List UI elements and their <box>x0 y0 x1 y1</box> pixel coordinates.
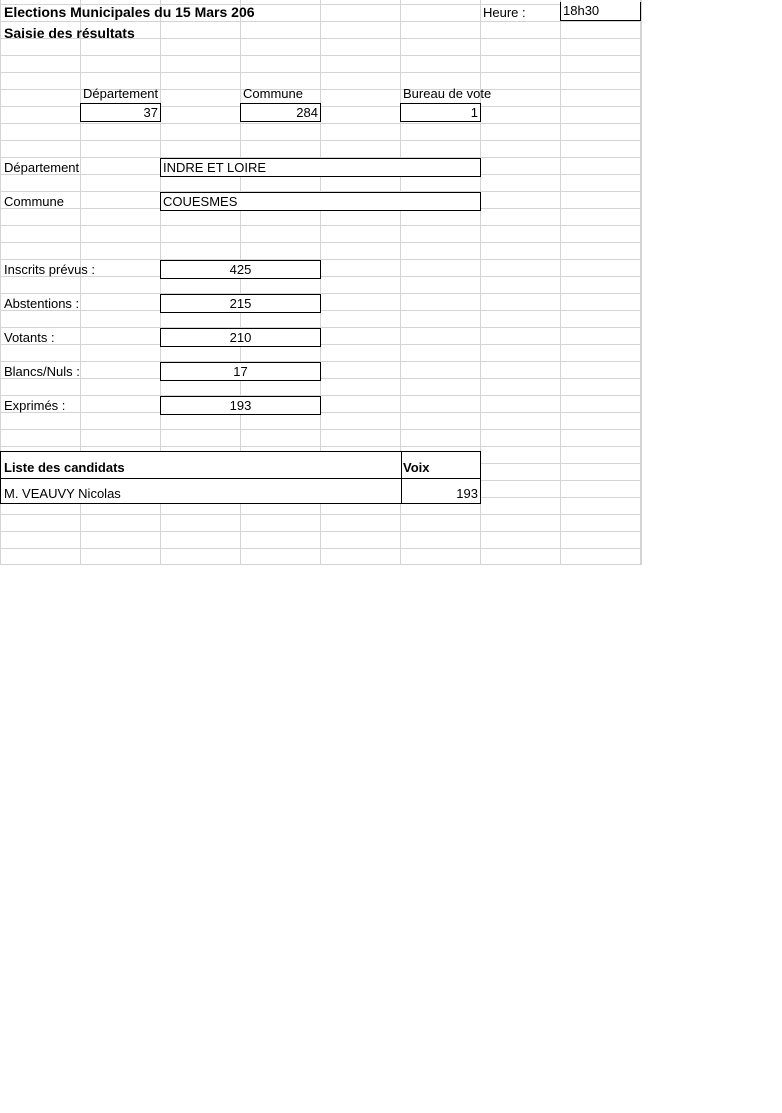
commune-name-field[interactable]: COUESMES <box>160 192 481 211</box>
votants-field[interactable]: 210 <box>160 328 321 347</box>
page-title: Elections Municipales du 15 Mars 206 <box>4 4 255 20</box>
commune-name-label: Commune <box>4 194 64 209</box>
inscrits-label: Inscrits prévus : <box>4 262 96 277</box>
candidates-table <box>0 451 481 504</box>
abstentions-label: Abstentions : <box>4 296 80 311</box>
exprimes-field[interactable]: 193 <box>160 396 321 415</box>
page-subtitle: Saisie des résultats <box>4 25 135 41</box>
candidates-header: Liste des candidats <box>4 460 125 475</box>
table-column-divider <box>401 452 402 503</box>
votes-header: Voix <box>403 460 430 475</box>
inscrits-field[interactable]: 425 <box>160 260 321 279</box>
departement-name-field[interactable]: INDRE ET LOIRE <box>160 158 481 177</box>
blancs-nuls-field[interactable]: 17 <box>160 362 321 381</box>
commune-code-field[interactable]: 284 <box>240 103 321 122</box>
code-departement-label: Département <box>83 86 159 101</box>
heure-field[interactable]: 18h30 <box>560 2 641 21</box>
candidate-votes[interactable]: 193 <box>456 486 478 501</box>
votants-label: Votants : <box>4 330 55 345</box>
code-commune-label: Commune <box>243 86 303 101</box>
code-bureau-label: Bureau de vote <box>403 86 492 101</box>
blancs-nuls-label: Blancs/Nuls : <box>4 364 80 379</box>
table-divider <box>1 478 480 479</box>
bureau-code-field[interactable]: 1 <box>400 103 481 122</box>
departement-code-field[interactable]: 37 <box>80 103 161 122</box>
abstentions-field[interactable]: 215 <box>160 294 321 313</box>
heure-label: Heure : <box>483 5 526 20</box>
exprimes-label: Exprimés : <box>4 398 66 413</box>
departement-name-label: Département <box>4 160 80 175</box>
candidate-name[interactable]: M. VEAUVY Nicolas <box>4 486 121 501</box>
